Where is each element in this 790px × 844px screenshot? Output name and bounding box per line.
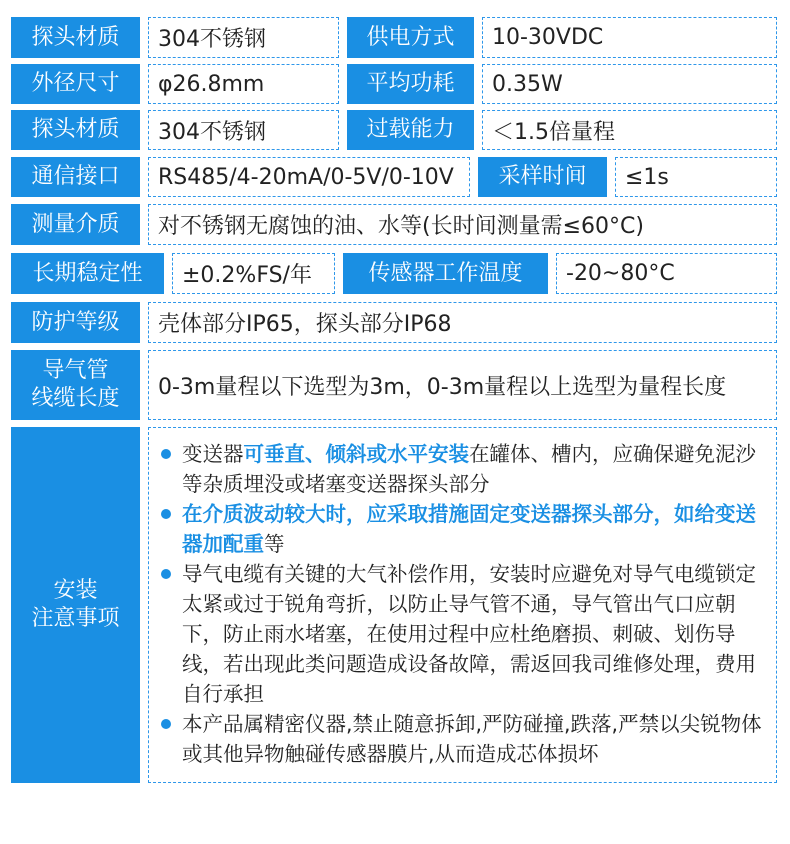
bullet-icon (161, 449, 171, 459)
note-text: 导气电缆有关键的大气补偿作用，安装时应避免对导气电缆锁定太紧或过于锐角弯折，以防止导气管不通，导气管出气口应朝下，防止雨水堵塞，在使用过程中应杜绝磨损、刺破、划伤导线，若出现此类问题造成设备故障，需返回我司维修处理，费用自行承担 (182, 562, 756, 706)
label-cable-length-line1: 导气管 (42, 358, 109, 383)
label-comm-interface: 通信接口 (11, 157, 140, 197)
note-text: 本产品属精密仪器,禁止随意拆卸,严防碰撞,跌落,严禁以尖锐物体或其他异物触碰传感器膜片,从而造成芯体损坏 (182, 712, 762, 766)
installation-notes-box (148, 427, 777, 783)
bullet-icon (161, 509, 171, 519)
value-cable-length: 0-3m量程以下选型为3m，0-3m量程以上选型为量程长度 (148, 350, 777, 420)
label-protection-level: 防护等级 (11, 302, 140, 343)
label-long-term-stability: 长期稳定性 (11, 253, 164, 294)
note-item (161, 499, 766, 559)
label-installation-line2: 注意事项 (31, 606, 120, 631)
note-item (161, 439, 766, 499)
note-item (161, 709, 766, 769)
label-sampling-time: 采样时间 (478, 157, 607, 197)
value-protection-level: 壳体部分IP65，探头部分IP68 (148, 302, 777, 343)
label-measured-medium: 测量介质 (11, 204, 140, 245)
label-cable-length-line2: 线缆长度 (31, 386, 120, 411)
value-probe-material: 304不锈钢 (148, 17, 339, 58)
value-sampling-time: ≤1s (615, 157, 777, 197)
value-power-supply: 10-30VDC (482, 17, 777, 58)
label-installation-line1: 安装 (53, 578, 98, 603)
label-cable-length (11, 350, 140, 420)
bullet-icon (161, 719, 171, 729)
note-text: 在介质波动较大时，应采取措施固定变送器探头部分，如给变送器加配重等 (182, 502, 756, 556)
value-probe-material-2: 304不锈钢 (148, 110, 339, 150)
bullet-icon (161, 569, 171, 579)
note-text: 变送器可垂直、倾斜或水平安装在罐体、槽内，应确保避免泥沙等杂质埋没或堵塞变送器探头部分 (182, 442, 756, 496)
value-long-term-stability: ±0.2%FS/年 (172, 253, 335, 294)
label-operating-temperature: 传感器工作温度 (343, 253, 548, 294)
value-comm-interface: RS485/4-20mA/0-5V/0-10V (148, 157, 470, 197)
note-item (161, 559, 766, 709)
label-installation-notes (11, 427, 140, 783)
value-overload-capacity: ＜1.5倍量程 (482, 110, 777, 150)
value-measured-medium: 对不锈钢无腐蚀的油、水等(长时间测量需≤60°C) (148, 204, 777, 245)
value-outer-diameter: φ26.8mm (148, 64, 339, 104)
label-overload-capacity: 过载能力 (347, 110, 474, 150)
value-average-power: 0.35W (482, 64, 777, 104)
label-power-supply: 供电方式 (347, 17, 474, 58)
label-average-power: 平均功耗 (347, 64, 474, 104)
value-operating-temperature: -20~80°C (556, 253, 777, 294)
label-probe-material-2: 探头材质 (11, 110, 140, 150)
label-probe-material: 探头材质 (11, 17, 140, 58)
label-outer-diameter: 外径尺寸 (11, 64, 140, 104)
